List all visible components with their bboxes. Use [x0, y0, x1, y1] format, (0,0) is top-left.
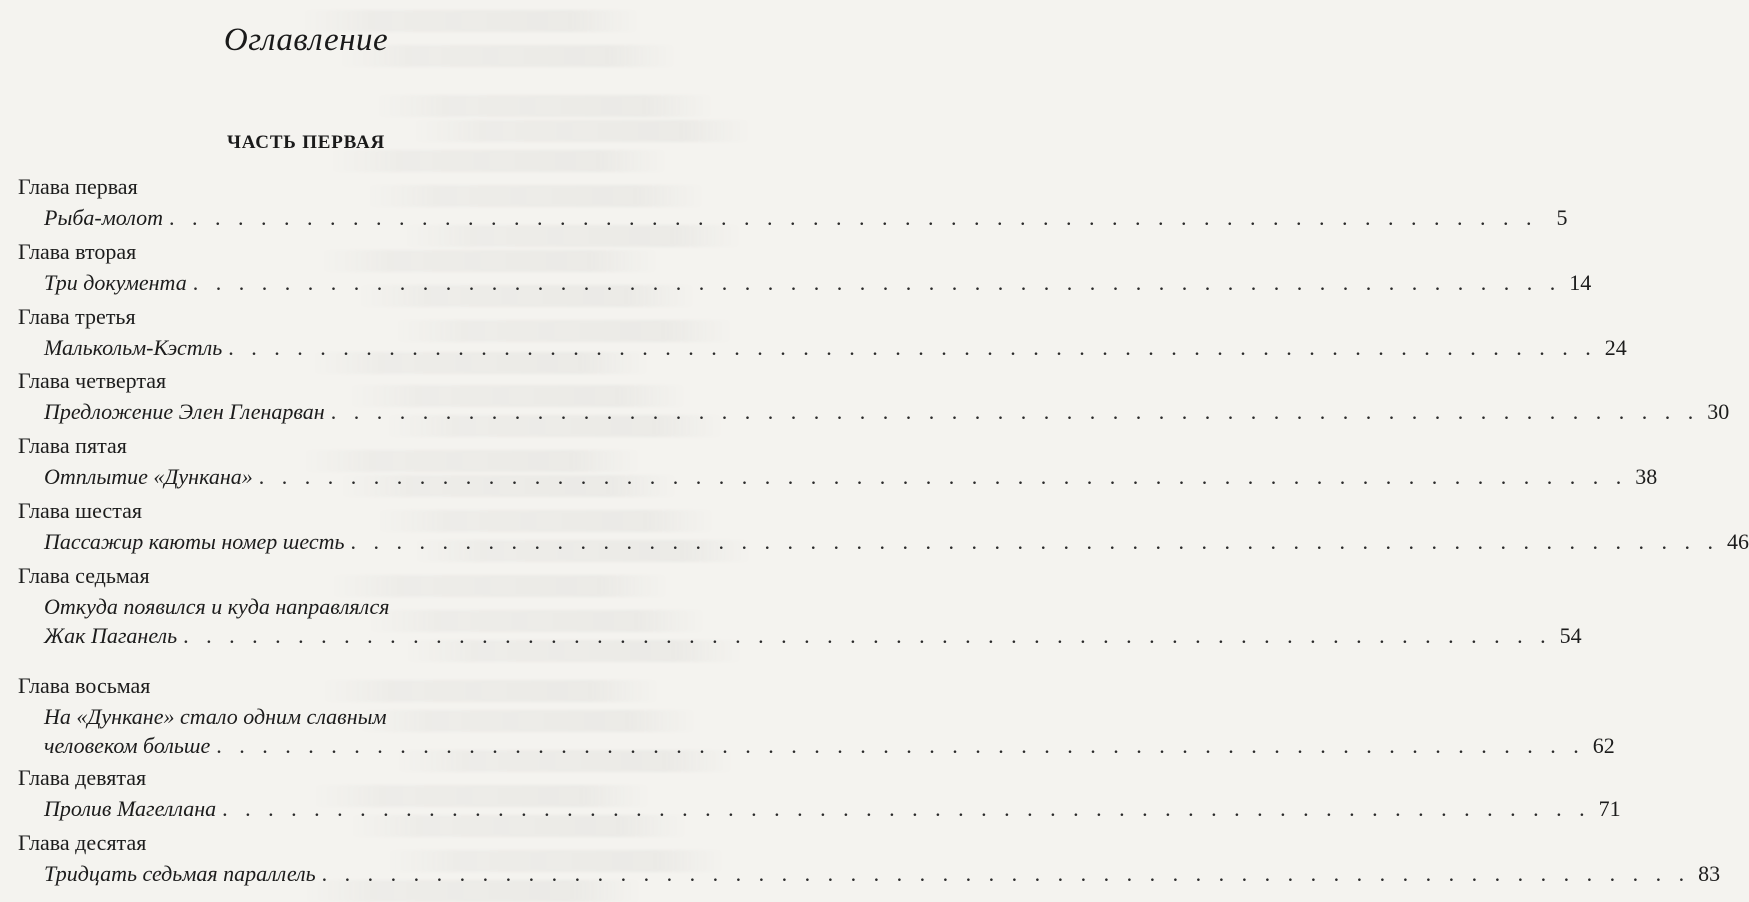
toc-entry[interactable]	[44, 594, 390, 622]
part-heading: ЧАСТЬ ПЕРВАЯ	[226, 132, 385, 153]
chapter-label: Глава вторая	[18, 239, 137, 264]
chapter-title: Три документа	[44, 270, 187, 295]
toc-entry[interactable]	[44, 704, 387, 732]
chapter-label: Глава десятая	[18, 830, 147, 855]
chapter-label: Глава пятая	[18, 433, 127, 458]
page-number: 46	[1726, 529, 1749, 554]
page-number: 54	[1559, 623, 1582, 648]
chapter-title: Отплытие «Дункана»	[44, 464, 253, 489]
leader-dots: . . . . . . . . . . . . . . . . . . . . . . . . . . . . . . . . . . . . . . . . . . . . . . . . . . . . . . . . . . . .	[321, 861, 1691, 886]
page-number: 14	[1569, 270, 1592, 295]
chapter-label: Глава восьмая	[18, 673, 151, 698]
leader-dots: . . . . . . . . . . . . . . . . . . . . . . . . . . . . . . . . . . . . . . . . . . . . . . . . . . . . . . . . . . . .	[168, 205, 1538, 230]
chapter-title: Пассажир каюты номер шесть	[44, 529, 345, 554]
page-number: 30	[1707, 399, 1730, 424]
leader-dots: . . . . . . . . . . . . . . . . . . . . . . . . . . . . . . . . . . . . . . . . . . . . . . . . . . . . . . . . . . . .	[350, 529, 1719, 554]
chapter-label: Глава третья	[18, 304, 136, 329]
toc-entry[interactable]	[44, 529, 1749, 557]
toc-entry[interactable]	[44, 270, 1592, 298]
page-number: 38	[1635, 464, 1658, 489]
toc-entry[interactable]	[44, 861, 1721, 889]
leader-dots: . . . . . . . . . . . . . . . . . . . . . . . . . . . . . . . . . . . . . . . . . . . . . . . . . . . . . . . . . . . .	[192, 270, 1562, 295]
leader-dots: . . . . . . . . . . . . . . . . . . . . . . . . . . . . . . . . . . . . . . . . . . . . . . . . . . . . . . . . . . . .	[228, 335, 1597, 360]
leader-dots: . . . . . . . . . . . . . . . . . . . . . . . . . . . . . . . . . . . . . . . . . . . . . . . . . . . . . . . . . . . .	[258, 464, 1628, 489]
chapter-title: человеком больше	[44, 733, 211, 758]
chapter-label: Глава шестая	[18, 498, 142, 523]
chapter-label: Глава девятая	[18, 765, 147, 790]
chapter-title: Предложение Элен Гленарван	[44, 399, 325, 424]
chapter-title: На «Дункане» стало одним славным	[44, 704, 387, 729]
toc-entry[interactable]	[44, 335, 1627, 363]
leader-dots: . . . . . . . . . . . . . . . . . . . . . . . . . . . . . . . . . . . . . . . . . . . . . . . . . . . . . . . . . . . .	[216, 733, 1585, 758]
toc-entry[interactable]	[44, 796, 1621, 824]
toc-entry[interactable]	[44, 623, 1582, 651]
chapter-title: Откуда появился и куда направлялся	[44, 594, 390, 619]
page-number: 71	[1598, 796, 1621, 821]
toc-entry[interactable]	[44, 205, 1568, 233]
page-number: 5	[1556, 205, 1568, 230]
chapter-title: Пролив Магеллана	[44, 796, 217, 821]
page-title: Оглавление	[223, 22, 389, 58]
chapter-title: Тридцать седьмая параллель	[44, 861, 316, 886]
page-number: 62	[1592, 733, 1615, 758]
chapter-title: Жак Паганель	[44, 623, 178, 648]
chapter-label: Глава четвертая	[18, 368, 167, 393]
leader-dots: . . . . . . . . . . . . . . . . . . . . . . . . . . . . . . . . . . . . . . . . . . . . . . . . . . . . . . . . . . . .	[183, 623, 1552, 648]
leader-dots: . . . . . . . . . . . . . . . . . . . . . . . . . . . . . . . . . . . . . . . . . . . . . . . . . . . . . . . . . . . .	[330, 399, 1700, 424]
chapter-label: Глава седьмая	[18, 563, 150, 588]
page-number: 24	[1604, 335, 1627, 360]
toc-entry[interactable]	[44, 399, 1730, 427]
chapter-label: Глава первая	[18, 174, 138, 199]
toc-entry[interactable]	[44, 464, 1658, 492]
toc-entry[interactable]	[44, 733, 1615, 761]
chapter-title: Рыба-молот	[44, 205, 163, 230]
leader-dots: . . . . . . . . . . . . . . . . . . . . . . . . . . . . . . . . . . . . . . . . . . . . . . . . . . . . . . . . . . . .	[222, 796, 1591, 821]
page-number: 83	[1698, 861, 1721, 886]
chapter-title: Малькольм-Кэстль	[44, 335, 223, 360]
